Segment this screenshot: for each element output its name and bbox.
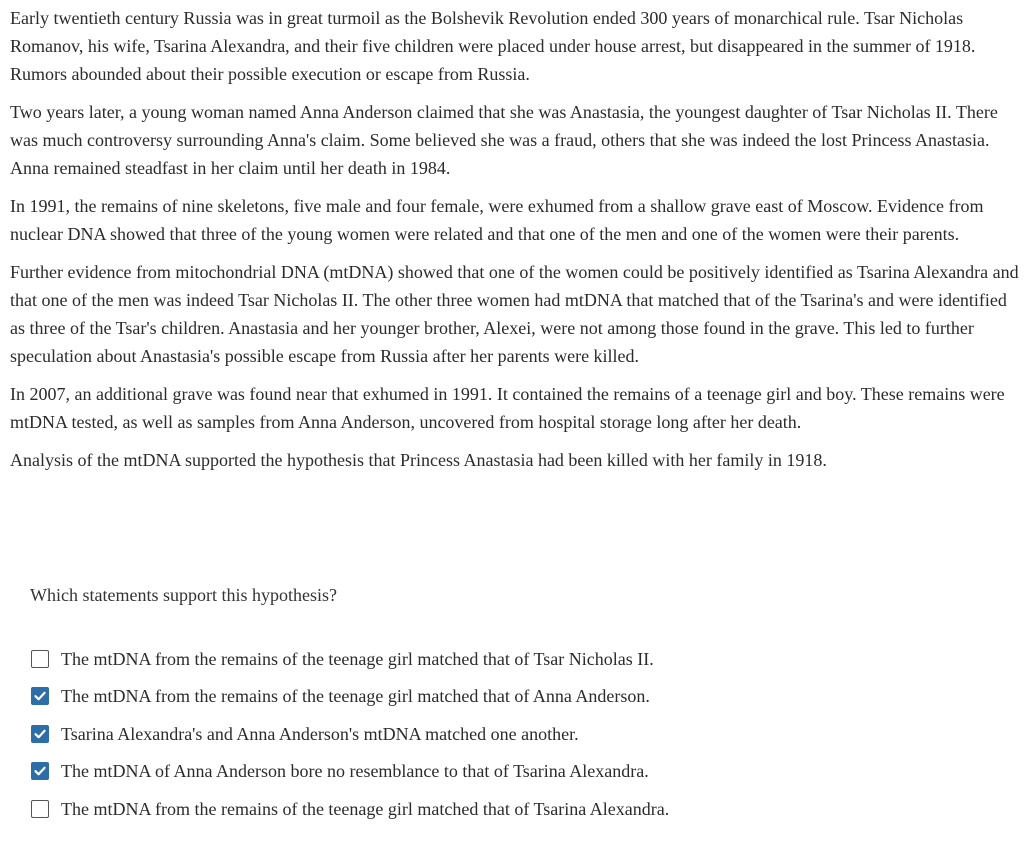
answer-option-label: The mtDNA from the remains of the teenage girl matched that of Anna Anderson. (61, 686, 650, 707)
answer-option-label: The mtDNA from the remains of the teenage girl matched that of Tsarina Alexandra. (61, 798, 670, 819)
passage-paragraph-3: In 1991, the remains of nine skeletons, five male and four female, were exhumed from a shallow grave east of Moscow. Evidence from nuclear DNA showed that three of the young women were related and that one of the men and one of the women were their parents. (10, 196, 984, 244)
checkbox[interactable] (31, 725, 49, 743)
answer-option-1[interactable] (31, 640, 931, 678)
answer-option-label: Tsarina Alexandra's and Anna Anderson's mtDNA matched one another. (61, 723, 579, 744)
passage (10, 4, 1022, 484)
passage-paragraph-4: Further evidence from mitochondrial DNA (mtDNA) showed that one of the women could be positively identified as Tsarina Alexandra and that one of the men was indeed Tsar Nicholas II. The other three women had mtDNA that matched that of the Tsarina's and were identified as three of the Tsar's children. Anastasia and her younger brother, Alexei, were not among those found in the grave. This led to further speculation about Anastasia's possible escape from Russia after her parents were killed. (10, 262, 1019, 366)
answer-option-2[interactable] (31, 678, 931, 716)
passage-paragraph-2: Two years later, a young woman named Anna Anderson claimed that she was Anastasia, the youngest daughter of Tsar Nicholas II. There was much controversy surrounding Anna's claim. Some believed she was a fraud, others that she was indeed the lost Princess Anastasia. Anna remained steadfast in her claim until her death in 1984. (10, 102, 998, 178)
checkbox[interactable] (31, 800, 49, 818)
answer-option-5[interactable] (31, 790, 931, 828)
passage-paragraph-6: Analysis of the mtDNA supported the hypothesis that Princess Anastasia had been killed with her family in 1918. (10, 450, 827, 470)
passage-paragraph-5: In 2007, an additional grave was found near that exhumed in 1991. It contained the remains of a teenage girl and boy. These remains were mtDNA tested, as well as samples from Anna Anderson, uncovered from hospital storage long after her death. (10, 384, 1005, 432)
answer-options (31, 640, 931, 828)
answer-option-label: The mtDNA from the remains of the teenage girl matched that of Tsar Nicholas II. (61, 648, 654, 669)
checkmark-icon (33, 689, 47, 703)
checkmark-icon (33, 727, 47, 741)
answer-option-4[interactable] (31, 753, 931, 791)
checkbox[interactable] (31, 762, 49, 780)
checkmark-icon (33, 764, 47, 778)
passage-paragraph-1: Early twentieth century Russia was in great turmoil as the Bolshevik Revolution ended 300 years of monarchical rule. Tsar Nicholas Romanov, his wife, Tsarina Alexandra, and their five children were placed under house arrest, but disappeared in the summer of 1918. Rumors abounded about their possible execution or escape from Russia. (10, 8, 976, 84)
checkbox[interactable] (31, 687, 49, 705)
checkbox[interactable] (31, 650, 49, 668)
answer-option-3[interactable] (31, 715, 931, 753)
question-prompt: Which statements support this hypothesis? (30, 585, 337, 605)
answer-option-label: The mtDNA of Anna Anderson bore no resemblance to that of Tsarina Alexandra. (61, 761, 649, 782)
